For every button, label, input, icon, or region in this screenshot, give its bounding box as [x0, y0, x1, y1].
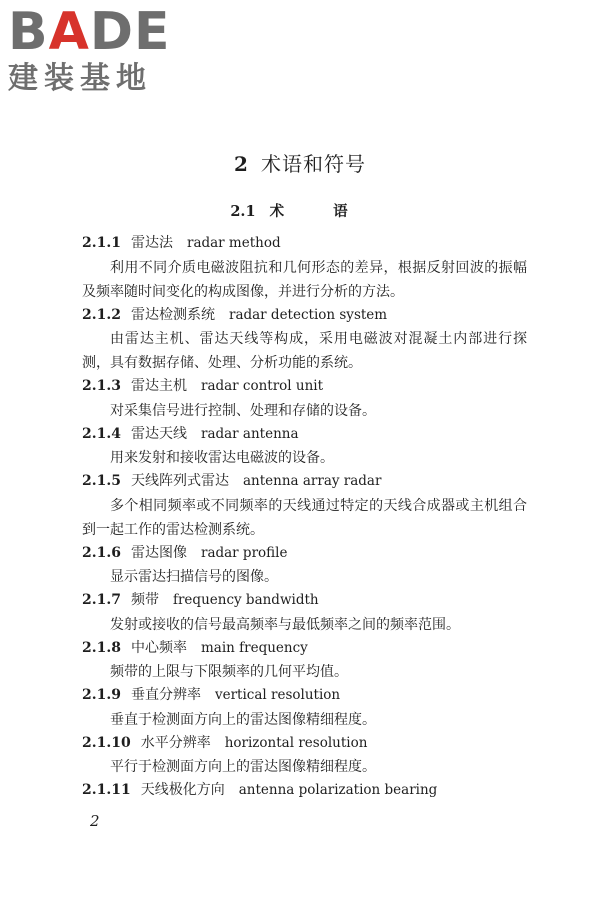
term-chinese: 雷达主机 — [130, 378, 187, 394]
term-english: main frequency — [200, 639, 308, 656]
chapter-number: 2 — [234, 152, 249, 176]
term-heading — [82, 423, 527, 447]
term-heading — [82, 589, 527, 613]
term-number: 2.1.11 — [82, 782, 131, 798]
logo-subtitle: 建装基地 — [8, 61, 152, 96]
term-entry — [82, 304, 527, 376]
chapter-heading: 术语和符号 — [260, 152, 366, 176]
logo-letter-b: B — [8, 2, 49, 62]
term-chinese: 雷达检测系统 — [130, 306, 215, 323]
term-number: 2.1.3 — [82, 378, 121, 394]
term-heading — [82, 304, 527, 328]
term-number: 2.1.6 — [82, 544, 121, 561]
term-english: horizontal resolution — [224, 734, 368, 751]
term-english: radar control unit — [200, 378, 324, 394]
section-heading: 术 语 — [269, 203, 370, 220]
term-definition: 频带的上限与下限频率的几何平均值。 — [110, 664, 348, 680]
term-chinese: 天线阵列式雷达 — [130, 473, 229, 489]
page-number: 2 — [90, 812, 100, 830]
term-heading — [82, 637, 527, 661]
term-entry — [82, 470, 527, 542]
term-english: radar antenna — [200, 425, 299, 442]
term-english: antenna array radar — [242, 473, 382, 489]
term-definition: 对采集信号进行控制、处理和存储的设备。 — [110, 402, 376, 419]
term-definition: 多个相同频率或不同频率的天线通过特定的天线合成器或主机组合到一起工作的雷达检测系统。 — [82, 497, 527, 538]
term-entry — [82, 637, 527, 685]
term-definition: 显示雷达扫描信号的图像。 — [110, 569, 278, 585]
logo-wordmark — [8, 4, 178, 60]
term-number: 2.1.2 — [82, 306, 121, 323]
term-heading — [82, 779, 527, 803]
term-definition: 发射或接收的信号最高频率与最低频率之间的频率范围。 — [110, 616, 460, 633]
term-entry — [82, 589, 527, 637]
term-english: radar detection system — [228, 306, 388, 323]
chapter-title — [0, 148, 600, 177]
term-heading — [82, 232, 527, 256]
term-number: 2.1.1 — [82, 235, 121, 251]
term-english: radar method — [186, 235, 281, 251]
term-chinese: 频带 — [130, 592, 159, 608]
logo-letters-de: DE — [89, 2, 171, 62]
term-entry — [82, 684, 527, 732]
term-english: vertical resolution — [214, 687, 341, 703]
term-entry — [82, 732, 527, 780]
logo-letter-a-accent: A — [48, 2, 90, 62]
term-number: 2.1.5 — [82, 473, 121, 489]
term-chinese: 天线极化方向 — [140, 782, 225, 798]
term-chinese: 雷达法 — [130, 235, 173, 251]
term-number: 2.1.10 — [82, 734, 131, 751]
term-chinese: 雷达图像 — [130, 544, 187, 561]
term-heading — [82, 684, 527, 708]
term-chinese: 雷达天线 — [130, 425, 187, 442]
term-number: 2.1.8 — [82, 639, 121, 656]
term-english: antenna polarization bearing — [238, 782, 438, 798]
term-number: 2.1.4 — [82, 425, 121, 442]
terms-list — [82, 232, 527, 803]
term-english: frequency bandwidth — [172, 592, 319, 608]
term-entry — [82, 423, 527, 471]
term-entry — [82, 779, 527, 803]
term-entry — [82, 375, 527, 423]
term-chinese: 中心频率 — [130, 639, 187, 656]
term-heading — [82, 542, 527, 566]
term-english: radar profile — [200, 544, 288, 561]
term-definition: 由雷达主机、雷达天线等构成，采用电磁波对混凝土内部进行探测，具有数据存储、处理、分析功能的系统。 — [82, 331, 527, 371]
term-number: 2.1.7 — [82, 592, 121, 608]
term-heading — [82, 470, 527, 494]
term-heading — [82, 375, 527, 399]
term-definition: 平行于检测面方向上的雷达图像精细程度。 — [110, 759, 376, 775]
term-definition: 垂直于检测面方向上的雷达图像精细程度。 — [110, 711, 376, 728]
section-number: 2.1 — [230, 203, 256, 220]
term-heading — [82, 732, 527, 756]
term-definition: 利用不同介质电磁波阻抗和几何形态的差异，根据反射回波的振幅及频率随时间变化的构成图像，并进行分析的方法。 — [82, 259, 527, 300]
term-number: 2.1.9 — [82, 687, 121, 703]
term-definition: 用来发射和接收雷达电磁波的设备。 — [110, 450, 334, 466]
term-chinese: 水平分辨率 — [140, 734, 211, 751]
section-title — [0, 200, 600, 221]
term-entry — [82, 232, 527, 304]
term-chinese: 垂直分辨率 — [130, 687, 201, 703]
bade-logo — [8, 4, 178, 96]
term-entry — [82, 542, 527, 590]
